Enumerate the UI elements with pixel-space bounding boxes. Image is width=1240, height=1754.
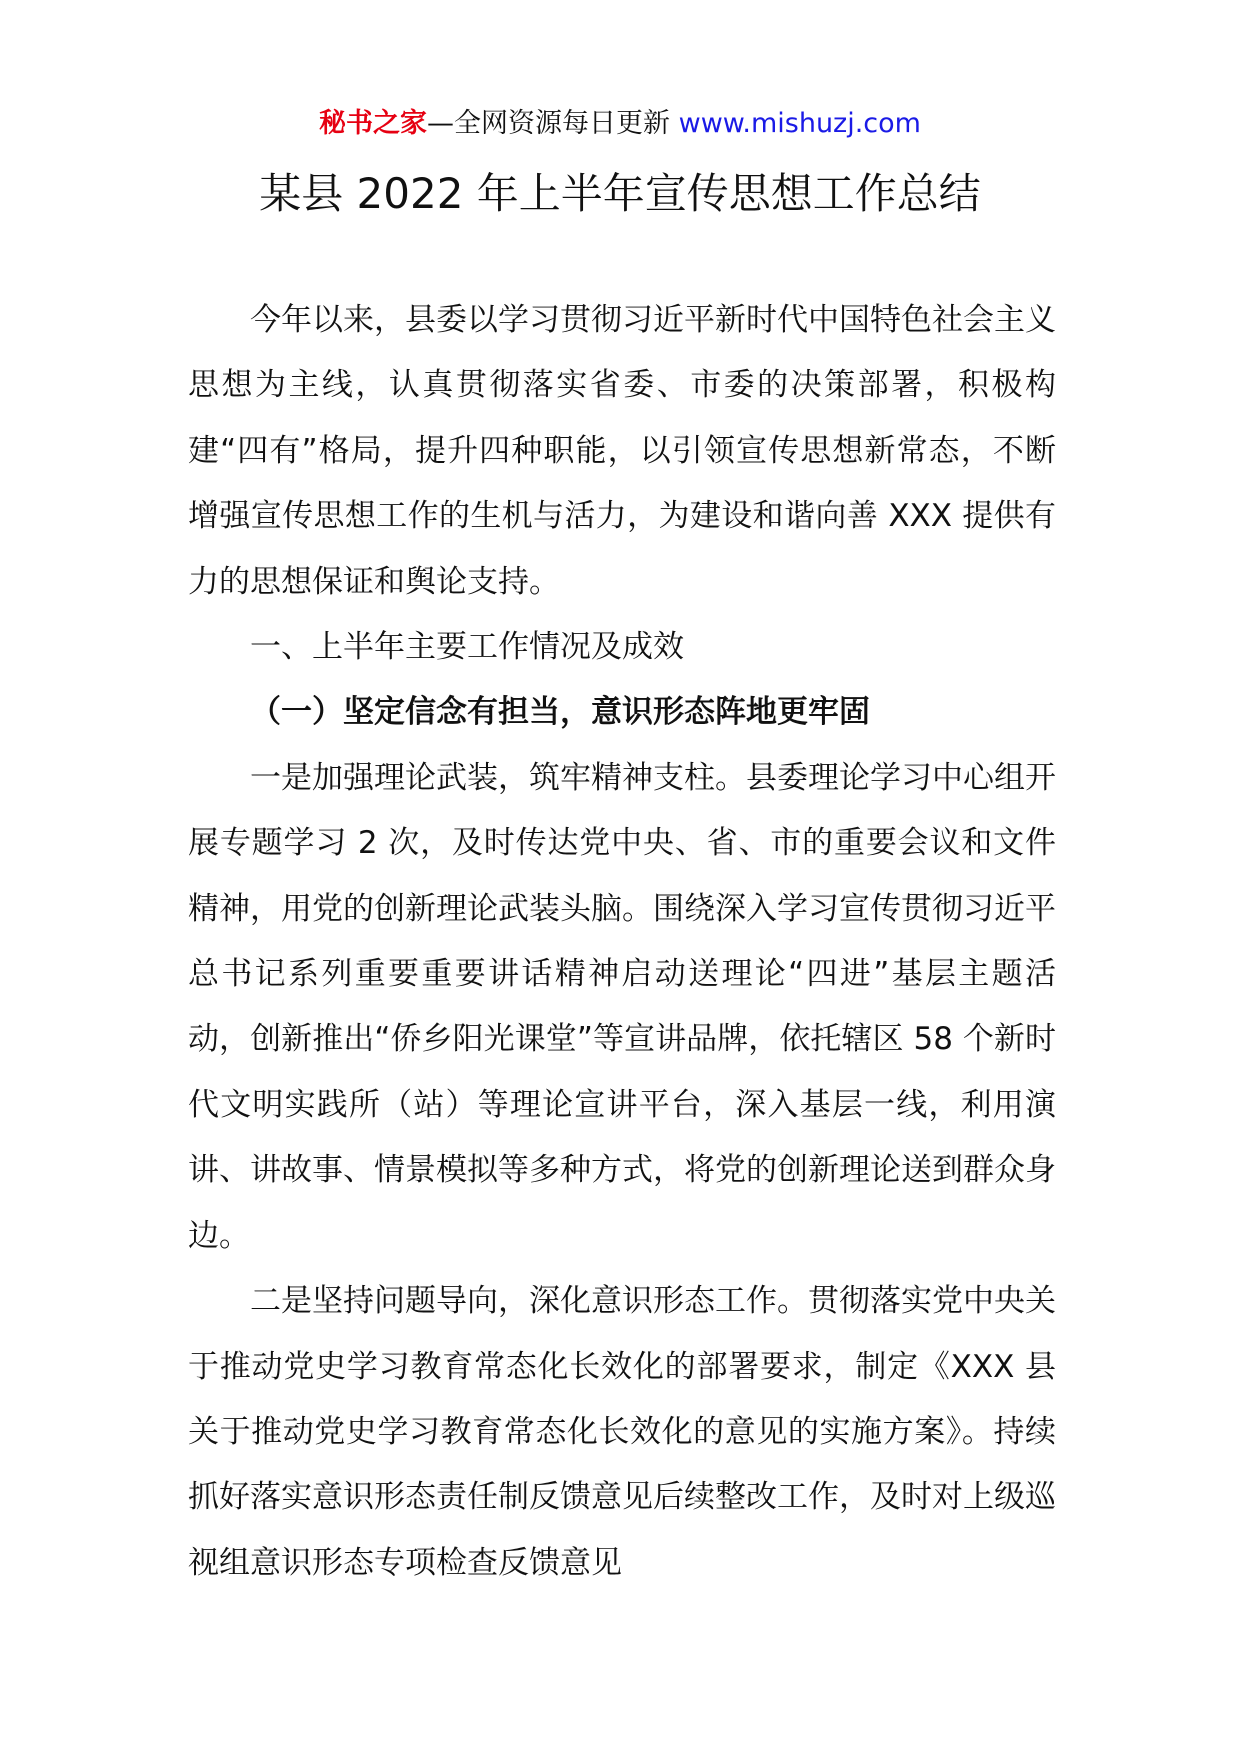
document-title: 某县 2022 年上半年宣传思想工作总结 xyxy=(259,169,981,218)
body-paragraph-1: 一是加强理论武装，筑牢精神支柱。县委理论学习中心组开展专题学习 2 次，及时传达党中央、省、市的重要会议和文件精神，用党的创新理论武装头脑。围绕深入学习宣传贯彻习近平总书记系列重要重要讲话精神启动送理论“四进”基层主题活动，创新推出“侨乡阳光课堂”等宣讲品牌，依托辖区 58 个新时代文明实践所（站）等理论宣讲平台，深入基层一线，利用演讲、讲故事、情景模拟等多种方式，将党的创新理论送到群众身边。 xyxy=(188,759,1056,1254)
intro-paragraph: 今年以来，县委以学习贯彻习近平新时代中国特色社会主义思想为主线，认真贯彻落实省委、市委的决策部署，积极构建“四有”格局，提升四种职能，以引领宣传思想新常态，不断增强宣传思想工作的生机与活力，为建设和谐向善 XXX 提供有力的思想保证和舆论支持。 xyxy=(188,302,1056,600)
document-body xyxy=(188,288,1056,1596)
body-paragraph-2: 二是坚持问题导向，深化意识形态工作。贯彻落实党中央关于推动党史学习教育常态化长效化的部署要求，制定《XXX 县关于推动党史学习教育常态化长效化的意见的实施方案》。持续抓好落实意识形态责任制反馈意见后续整改工作，及时对上级巡视组意识形态专项检查反馈意见 xyxy=(188,1283,1056,1581)
section-heading: 一、上半年主要工作情况及成效 xyxy=(250,629,684,666)
header-tagline: —全网资源每日更新 xyxy=(427,108,671,139)
site-url-link[interactable]: www.mishuzj.com xyxy=(678,108,921,139)
subsection-heading: （一）坚定信念有担当，意识形态阵地更牢固 xyxy=(250,694,870,731)
watermark-header xyxy=(0,104,1240,144)
brand-name: 秘书之家 xyxy=(319,108,428,139)
